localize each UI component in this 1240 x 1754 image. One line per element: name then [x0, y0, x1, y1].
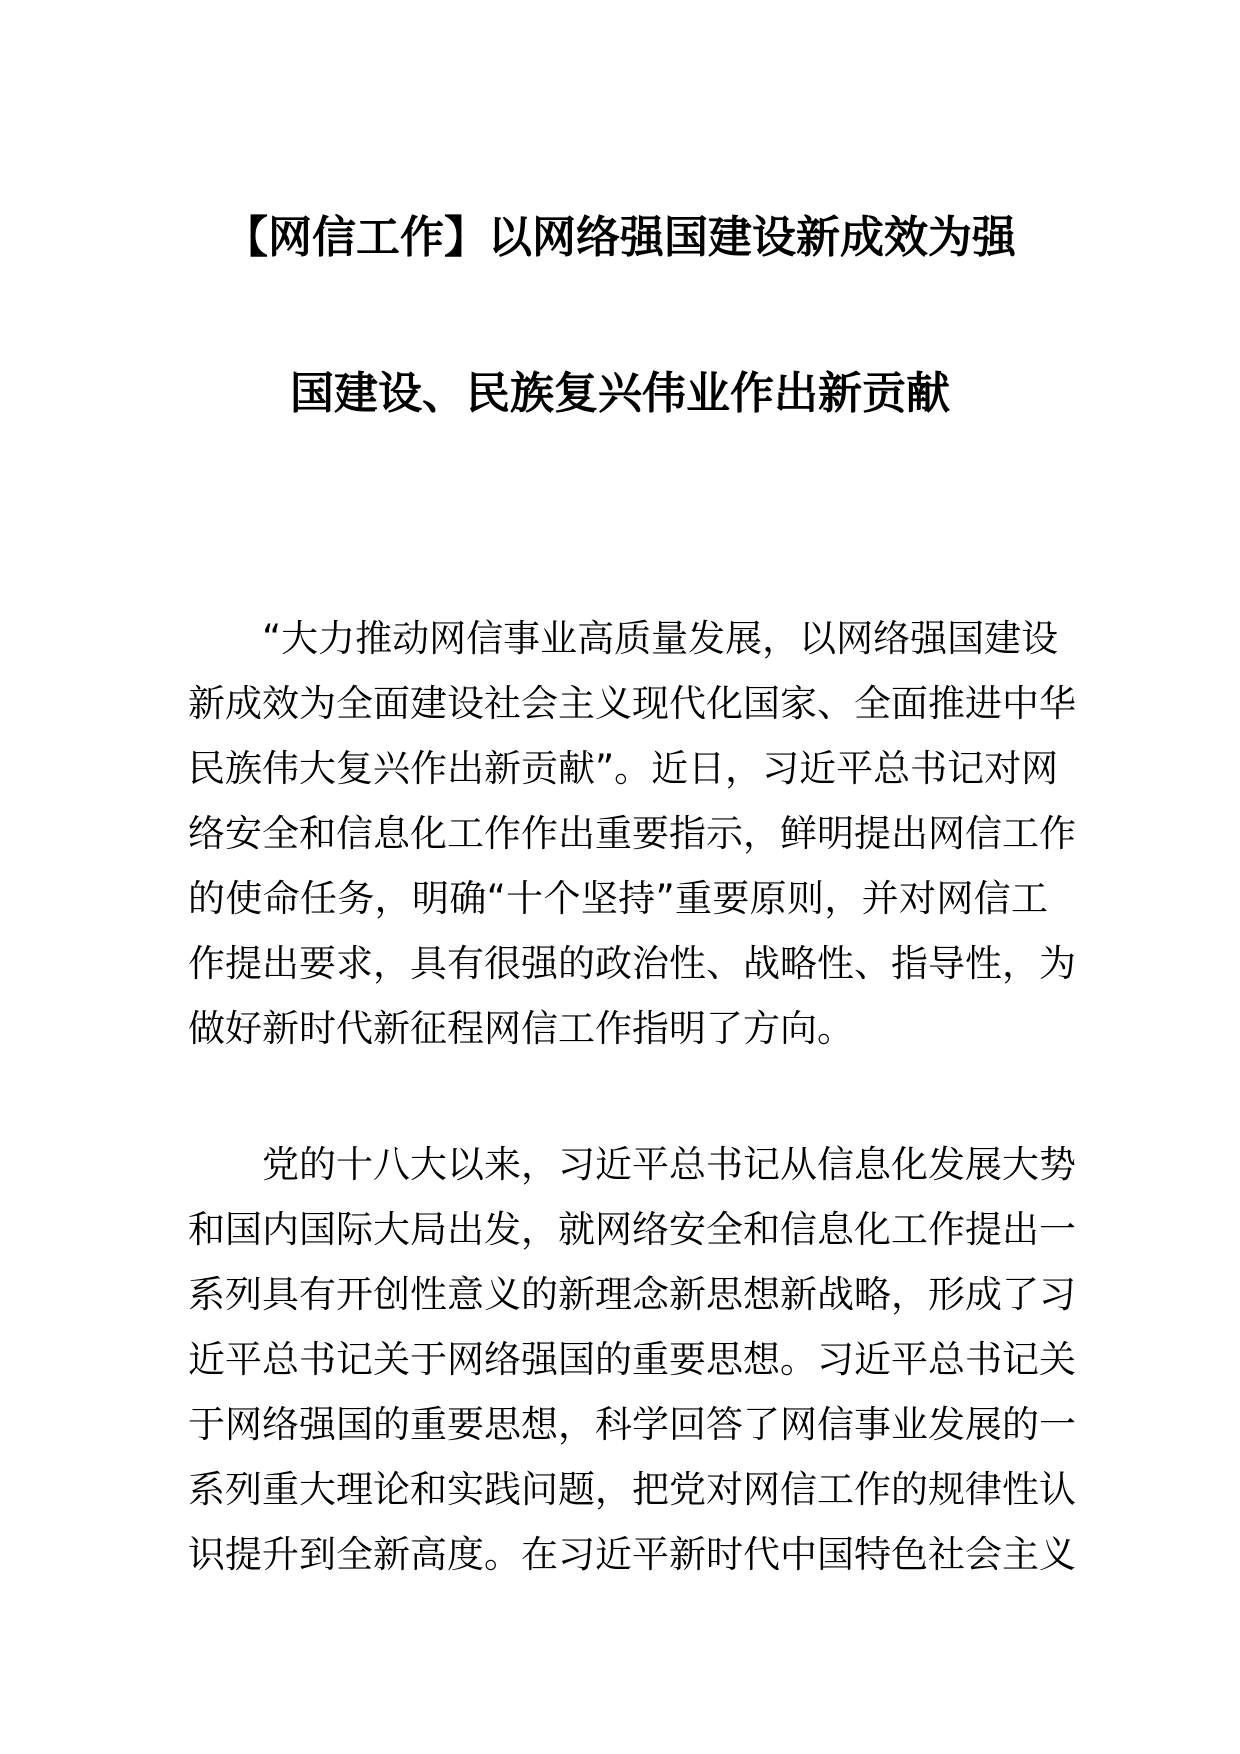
paragraph-line: 络安全和信息化工作作出重要指示，鲜明提出网信工作: [188, 812, 1076, 855]
paragraph-line: 新成效为全面建设社会主义现代化国家、全面推进中华: [188, 682, 1076, 725]
title-line-2: 国建设、民族复兴伟业作出新贡献: [290, 368, 950, 419]
paragraph-line: 和国内国际大局出发，就网络安全和信息化工作提出一: [188, 1208, 1076, 1251]
paragraph-line: 民族伟大复兴作出新贡献”。近日，习近平总书记对网: [188, 747, 1059, 790]
paragraph-line: 识提升到全新高度。在习近平新时代中国特色社会主义: [188, 1533, 1076, 1576]
paragraph-line: 近平总书记关于网络强国的重要思想。习近平总书记关: [188, 1338, 1076, 1381]
title-line-1: 【网信工作】以网络强国建设新成效为强: [224, 212, 1016, 263]
paragraph-line: 作提出要求，具有很强的政治性、战略性、指导性，为: [188, 942, 1076, 985]
paragraph-2: [188, 1132, 1076, 1587]
paragraph-line: 党的十八大以来，习近平总书记从信息化发展大势: [262, 1143, 1076, 1186]
paragraph-line: 的使命任务，明确“十个坚持”重要原则，并对网信工: [188, 877, 1048, 920]
paragraph-line: “大力推动网信事业高质量发展，以网络强国建设: [262, 617, 1059, 660]
paragraph-line: 于网络强国的重要思想，科学回答了网信事业发展的一: [188, 1403, 1076, 1446]
paragraph-line: 系列重大理论和实践问题，把党对网信工作的规律性认: [188, 1468, 1076, 1511]
paragraph-1: [188, 606, 1076, 1061]
paragraph-line: 做好新时代新征程网信工作指明了方向。: [188, 1007, 854, 1050]
paragraph-line: 系列具有开创性意义的新理念新思想新战略，形成了习: [188, 1273, 1076, 1316]
